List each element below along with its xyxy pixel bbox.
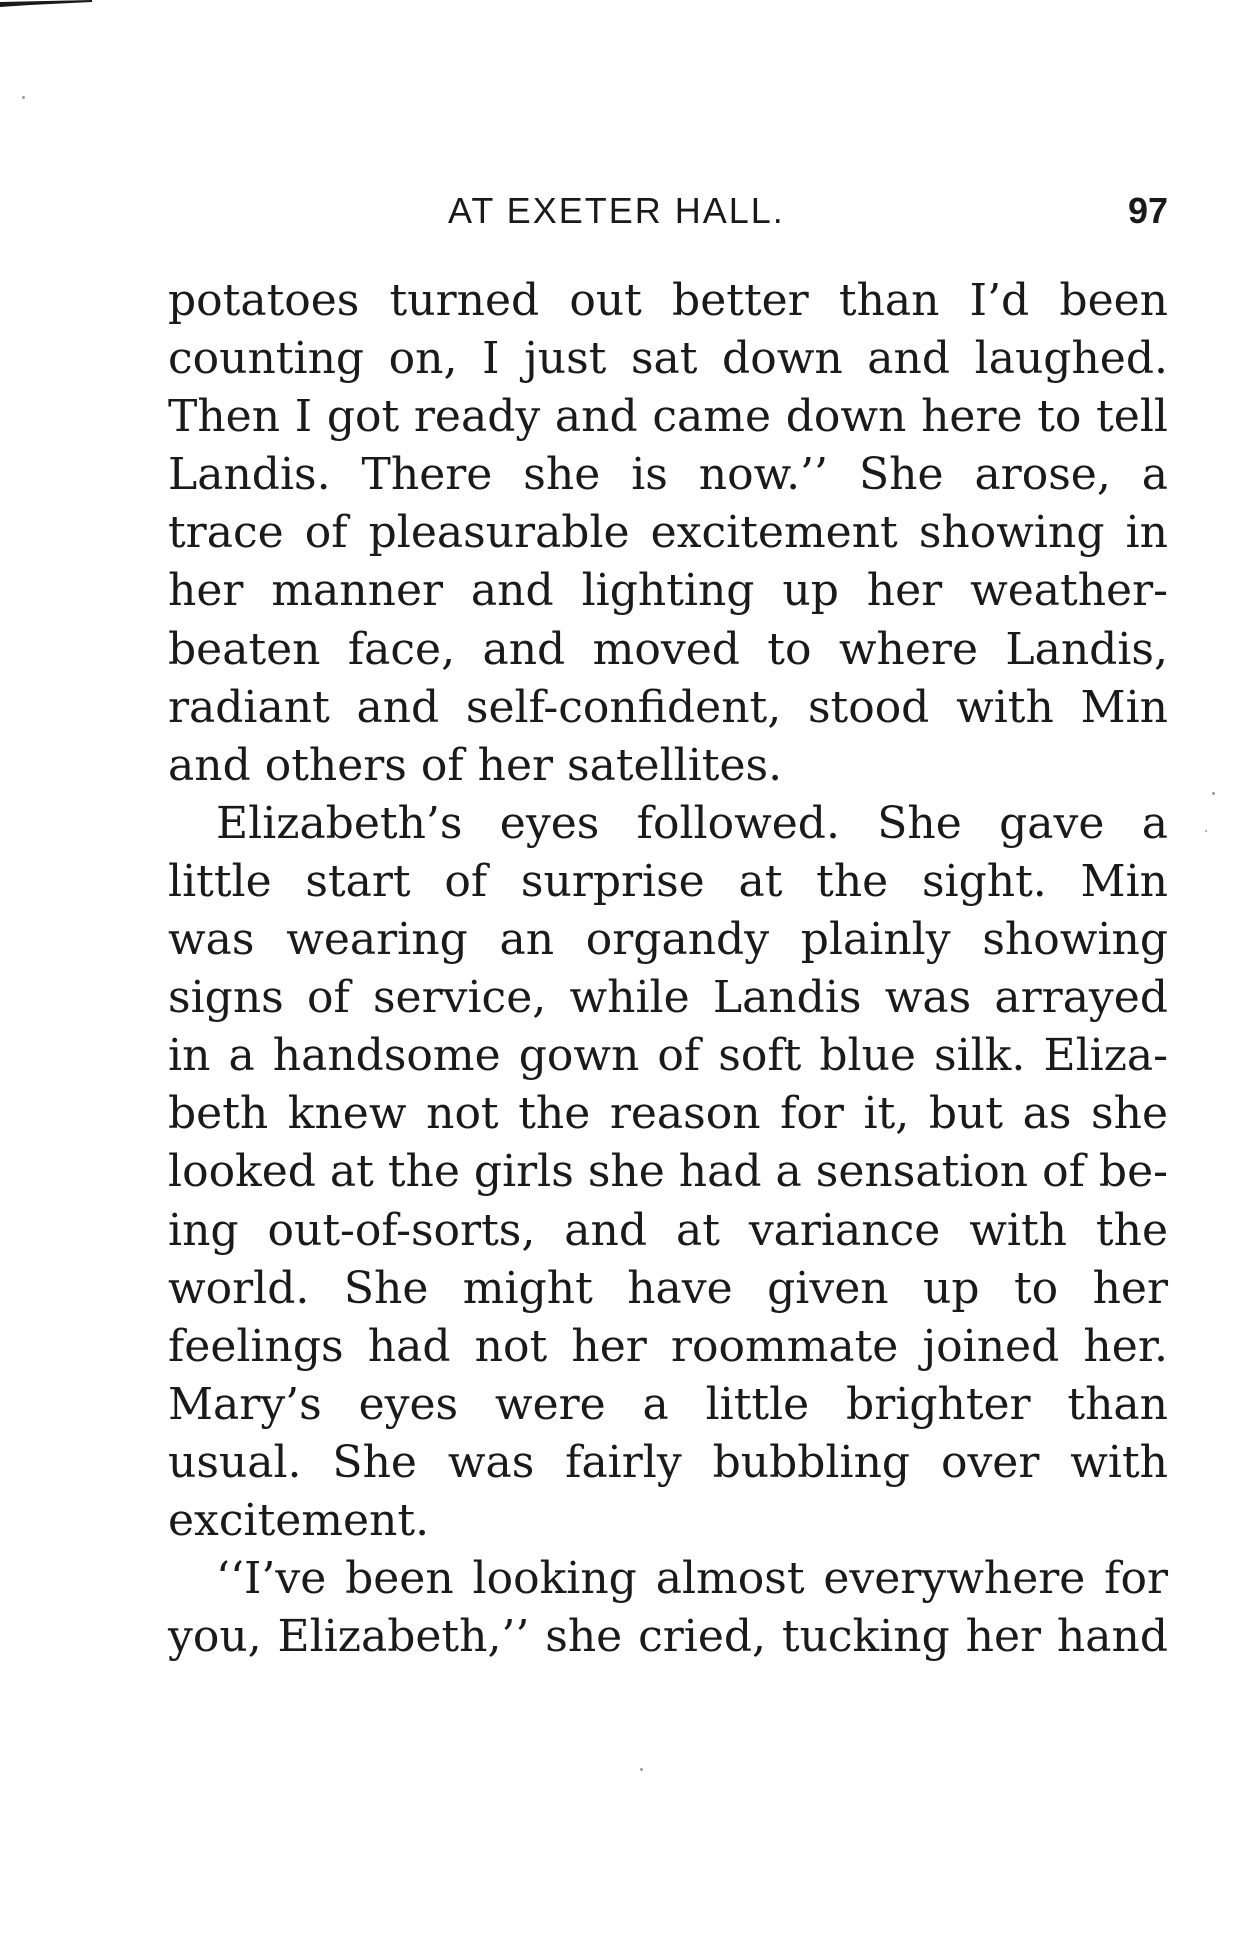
text-line: Then I got ready and came down here to tell (168, 391, 1168, 443)
text-line: in a handsome gown of soft blue silk. Eliza- (168, 1030, 1168, 1082)
text-line: usual. She was fairly bubbling over with (168, 1436, 1168, 1488)
text-line: looked at the girls she had a sensation of be- (168, 1146, 1168, 1198)
text-line: ‘‘I’ve been looking almost everywhere for (216, 1553, 1168, 1605)
text-line: her manner and lighting up her weather- (168, 565, 1168, 617)
text-line: trace of pleasurable excitement showing in (168, 507, 1168, 559)
running-head (168, 190, 1168, 242)
text-line: Landis. There she is now.’’ She arose, a (168, 449, 1168, 501)
running-head-title: AT EXETER HALL. (448, 190, 785, 231)
text-line: beaten face, and moved to where Landis, (168, 623, 1168, 675)
body-text (168, 272, 1168, 1666)
text-line: and others of her satellites. (168, 739, 783, 791)
text-line: was wearing an organdy plainly showing (168, 914, 1168, 966)
text-line: little start of surprise at the sight. Min (168, 855, 1168, 907)
paper-speck (1205, 830, 1207, 832)
text-line: world. She might have given up to her (168, 1262, 1168, 1314)
text-line: Elizabeth’s eyes followed. She gave a (216, 797, 1168, 849)
text-line: you, Elizabeth,’’ she cried, tucking her hand (168, 1611, 1168, 1663)
text-line: excitement. (168, 1494, 430, 1546)
text-line: ing out-of-sorts, and at variance with the (168, 1204, 1168, 1256)
paper-speck (640, 1768, 643, 1771)
text-line: Mary’s eyes were a little brighter than (168, 1378, 1168, 1430)
paper-speck (22, 96, 25, 99)
text-line: radiant and self-confident, stood with Min (168, 681, 1168, 733)
text-line: beth knew not the reason for it, but as she (168, 1088, 1168, 1140)
text-line: signs of service, while Landis was arrayed (168, 972, 1168, 1024)
page-number: 97 (1127, 190, 1168, 231)
text-line: counting on, I just sat down and laughed. (168, 333, 1168, 385)
corner-ink-mark (0, 0, 92, 10)
paper-speck (1212, 792, 1215, 795)
text-line: feelings had not her roommate joined her. (168, 1320, 1168, 1372)
text-line: potatoes turned out better than I’d been (168, 275, 1168, 326)
